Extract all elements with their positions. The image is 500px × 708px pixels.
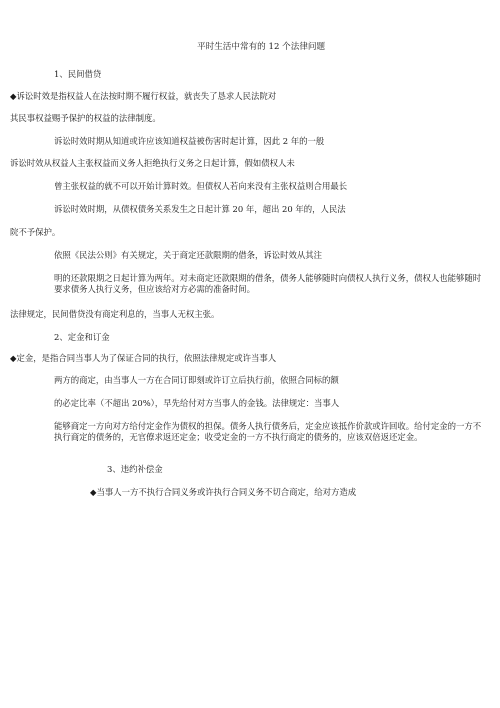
- section-heading: 1、民间借贷: [54, 69, 102, 79]
- paragraph-line: 两方的商定，由当事人一方在合同订即刻或许订立后执行前，依照合同标的额: [54, 375, 339, 385]
- paragraph-line: ◆定金，是指合同当事人为了保证合同的执行，依照法律规定或许当事人: [10, 353, 277, 363]
- paragraph-line: 法律规定，民间借贷没有商定利息的，当事人无权主张。: [10, 309, 220, 319]
- document-title: 平时生活中常有的 12 个法律问题: [197, 42, 326, 52]
- paragraph-line: 诉讼时效时期，从债权债务关系发生之日起计算 20 年，超出 20 年的，人民法: [54, 204, 346, 214]
- paragraph-line: 的必定比率（不超出 20%），早先给付对方当事人的金钱。法律规定：当事人: [54, 398, 340, 408]
- section-heading: 3、违约补偿金: [107, 464, 163, 474]
- paragraph-line: ◆诉讼时效是指权益人在法按时期不履行权益，就丧失了恳求人民法院对: [10, 91, 277, 101]
- paragraph-line: 院不予保护。: [10, 227, 61, 237]
- paragraph-block: 能够商定一方向对方给付定金作为债权的担保。债务人执行债务后，定金应该抵作价款或许回收。给付定金的一方不执行商定的债务的，无官僚求返还定金；收受定金的一方不执行商定的债务的，应该双倍返还定金。: [54, 421, 482, 442]
- paragraph-line: 依照《民法公则》有关规定，关于商定还款限期的借条，诉讼时效从其注: [54, 250, 322, 260]
- paragraph-line: 诉讼时效时期从知道或许应该知道权益被伤害时起计算，因此 2 年的一般: [54, 136, 325, 146]
- section-heading: 2、定金和订金: [54, 332, 110, 342]
- paragraph-line: 诉讼时效从权益人主张权益而义务人拒绝执行义务之日起计算，假如债权人未: [10, 158, 295, 168]
- paragraph-block: 明的还款限期之日起计算为两年。对未商定还款限期的借条，债务人能够随时向债权人执行义务，债权人也能够随时要求债务人执行义务，但应该给对方必需的准备时间。: [54, 273, 482, 294]
- paragraph-line: ◆当事人一方不执行合同义务或许执行合同义务不切合商定，给对方造成: [90, 487, 357, 497]
- paragraph-line: 其民事权益赐予保护的权益的法律制度。: [10, 113, 161, 123]
- paragraph-line: 曾主张权益的就不可以开始计算时效。但债权人若向来没有主张权益则合用最长: [54, 181, 348, 191]
